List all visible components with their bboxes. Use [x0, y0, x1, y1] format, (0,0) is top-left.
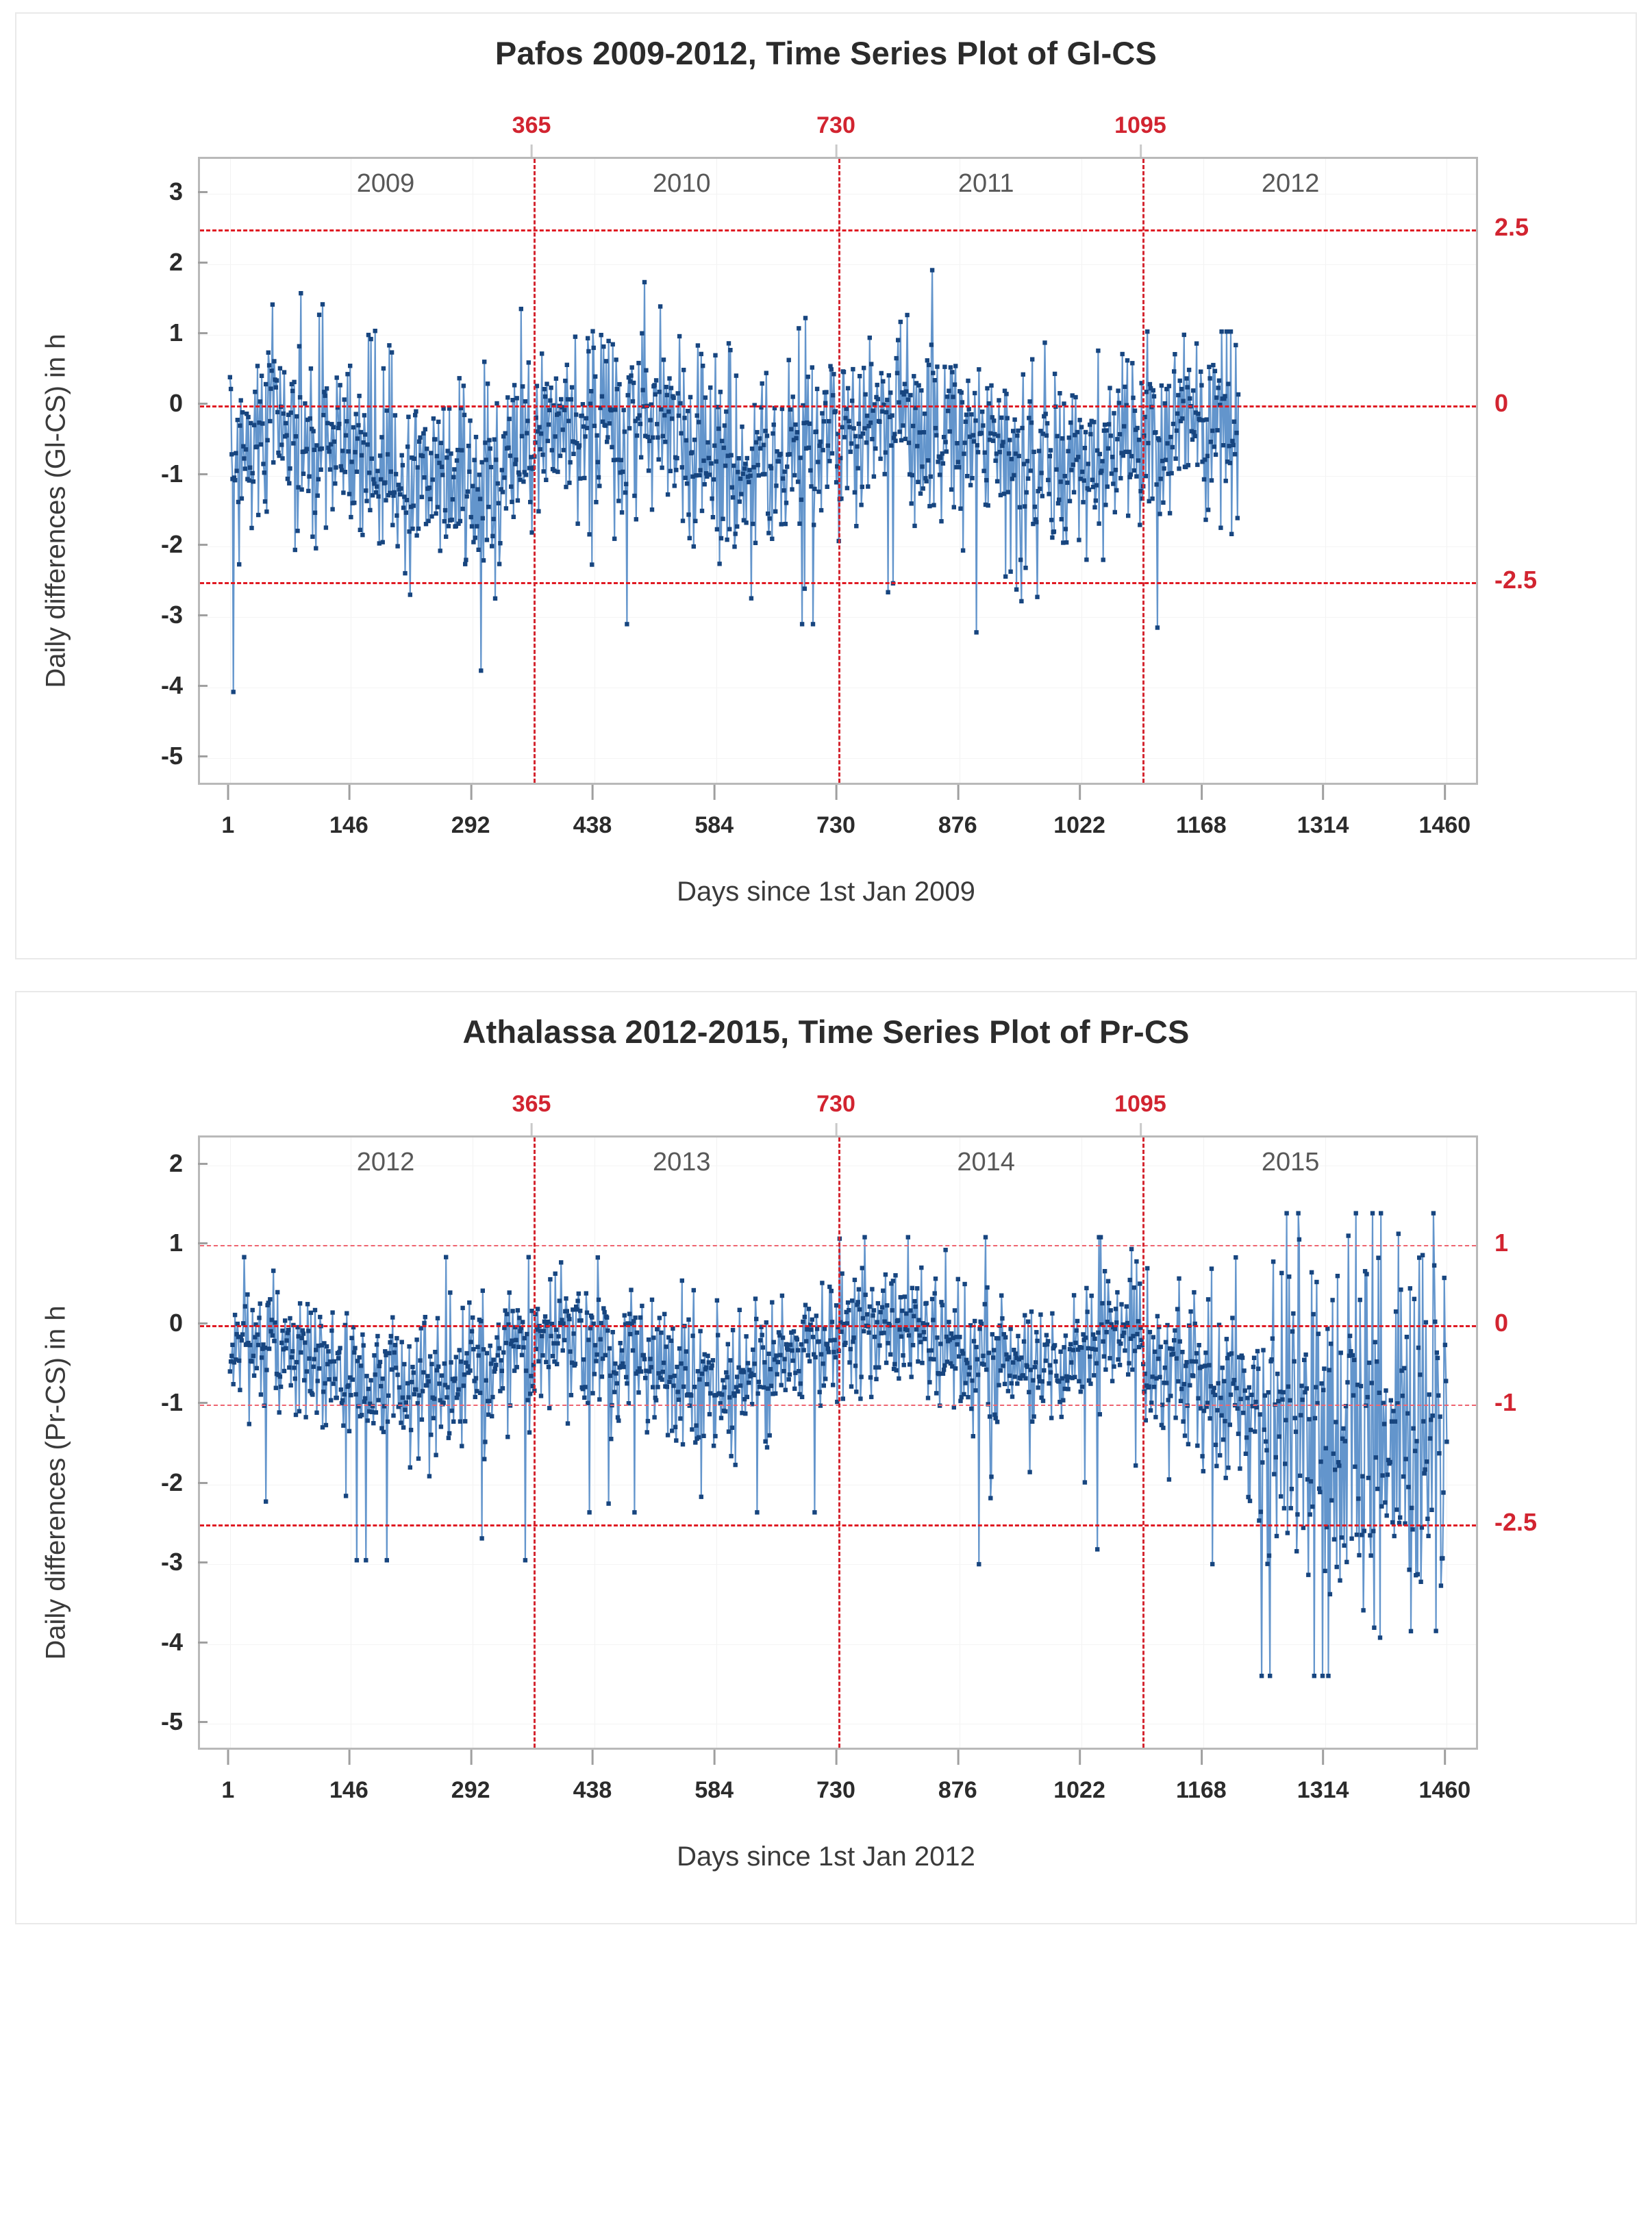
year-annotation-label: 2009: [356, 169, 415, 198]
x-axis-tick-label: 1: [221, 785, 234, 839]
x-axis-tick-label: 1168: [1176, 1750, 1227, 1804]
x-axis-tick-mark: [348, 1750, 350, 1765]
year-annotation-label: 2012: [1261, 169, 1320, 198]
secondary-y-axis-tick-label: 0: [1494, 1308, 1509, 1337]
secondary-y-axis-tick-label: -2.5: [1494, 565, 1538, 594]
figure-card-athalassa: [15, 991, 1637, 1924]
y-axis-tick-label: -4: [161, 671, 198, 700]
secondary-x-axis-tick-label: 1095: [1114, 112, 1166, 157]
x-axis-tick-mark: [1444, 785, 1446, 800]
x-axis-title: Days since 1st Jan 2009: [677, 877, 975, 907]
x-axis-tick-label: 438: [573, 785, 612, 839]
x-axis-tick-mark: [957, 1750, 959, 1765]
y-axis-title: Daily differences (Gl-CS) in h: [40, 334, 71, 688]
y-axis-tick-label: -3: [161, 601, 198, 629]
x-axis-tick-mark: [714, 785, 716, 800]
x-axis-tick-mark: [1323, 785, 1325, 800]
x-axis-tick-mark: [470, 1750, 472, 1765]
y-axis-tick-mark: [198, 403, 208, 405]
plot-area: [198, 1135, 1478, 1750]
plot-area: [198, 157, 1478, 785]
year-divider-line: [1142, 159, 1144, 783]
y-axis-tick-mark: [198, 614, 208, 616]
year-annotation-label: 2014: [957, 1148, 1015, 1177]
y-axis-tick-mark: [198, 1322, 208, 1324]
y-axis-tick-label: 1: [169, 1229, 198, 1257]
year-divider-line: [534, 159, 536, 783]
year-annotation-label: 2011: [958, 169, 1014, 198]
x-axis-tick-label: 876: [938, 785, 977, 839]
year-divider-line: [838, 159, 840, 783]
y-axis-tick-label: 1: [169, 318, 198, 347]
x-axis-tick-label: 730: [816, 1750, 855, 1804]
y-axis-tick-label: 2: [169, 1149, 198, 1178]
secondary-x-axis-tick-label: 365: [512, 1091, 551, 1135]
y-axis-tick-mark: [198, 544, 208, 546]
x-axis-tick-mark: [227, 1750, 229, 1765]
x-axis-tick-mark: [227, 785, 229, 800]
x-axis-tick-label: 1022: [1053, 1750, 1105, 1804]
x-axis-tick-mark: [1444, 1750, 1446, 1765]
secondary-x-axis-tick-mark: [1140, 1123, 1142, 1135]
x-axis-tick-label: 730: [816, 785, 855, 839]
x-axis-tick-mark: [1323, 1750, 1325, 1765]
secondary-y-axis-tick-label: -2.5: [1494, 1507, 1538, 1536]
y-axis-tick-label: -5: [161, 1707, 198, 1736]
secondary-x-axis-tick-label: 365: [512, 112, 551, 157]
year-annotation-label: 2015: [1261, 1148, 1320, 1177]
y-axis-tick-mark: [198, 262, 208, 264]
x-axis-tick-label: 292: [451, 1750, 490, 1804]
y-axis-tick-label: 0: [169, 389, 198, 418]
y-axis-tick-mark: [198, 332, 208, 334]
y-axis-tick-mark: [198, 1721, 208, 1723]
x-axis-tick-label: 1460: [1419, 1750, 1471, 1804]
x-axis-tick-label: 1460: [1419, 785, 1471, 839]
plot-container-athalassa: [16, 1055, 1636, 1911]
x-axis-tick-mark: [835, 785, 837, 800]
x-axis-tick-label: 292: [451, 785, 490, 839]
x-axis-tick-mark: [1201, 785, 1203, 800]
y-axis-tick-label: -4: [161, 1628, 198, 1657]
y-axis-tick-mark: [198, 1561, 208, 1563]
secondary-x-axis-tick-mark: [531, 1123, 533, 1135]
x-axis-tick-mark: [470, 785, 472, 800]
x-axis-tick-label: 1168: [1176, 785, 1227, 839]
x-axis-tick-mark: [1079, 785, 1081, 800]
x-axis-tick-mark: [1201, 1750, 1203, 1765]
secondary-x-axis-tick-label: 1095: [1114, 1091, 1166, 1135]
secondary-y-axis-tick-label: 0: [1494, 389, 1509, 418]
y-axis-tick-label: -2: [161, 530, 198, 559]
y-axis-tick-label: -1: [161, 460, 198, 488]
x-axis-title: Days since 1st Jan 2012: [677, 1841, 975, 1872]
y-axis-tick-label: 2: [169, 248, 198, 277]
secondary-x-axis-tick-mark: [531, 144, 533, 157]
x-axis-tick-label: 146: [329, 1750, 368, 1804]
y-axis-tick-label: -2: [161, 1468, 198, 1497]
x-axis-tick-label: 876: [938, 1750, 977, 1804]
year-annotation-label: 2010: [652, 169, 711, 198]
y-axis-tick-mark: [198, 1482, 208, 1484]
x-axis-tick-mark: [348, 785, 350, 800]
y-axis-tick-mark: [198, 191, 208, 193]
y-axis-tick-mark: [198, 1402, 208, 1404]
x-axis-tick-mark: [592, 785, 594, 800]
secondary-y-axis-tick-label: 1: [1494, 1229, 1509, 1257]
y-axis-tick-label: 0: [169, 1309, 198, 1337]
x-axis-tick-label: 584: [694, 1750, 734, 1804]
x-axis-tick-label: 146: [329, 785, 368, 839]
year-annotation-label: 2012: [356, 1148, 415, 1177]
year-annotation-label: 2013: [652, 1148, 711, 1177]
figure-card-pafos: [15, 12, 1637, 959]
x-axis-tick-mark: [957, 785, 959, 800]
x-axis-tick-label: 1022: [1053, 785, 1105, 839]
year-divider-line: [534, 1137, 536, 1748]
y-axis-tick-label: 3: [169, 177, 198, 206]
secondary-x-axis-tick-mark: [835, 1123, 837, 1135]
y-axis-tick-mark: [198, 685, 208, 687]
x-axis-tick-label: 1314: [1297, 785, 1349, 839]
figure-title: Pafos 2009-2012, Time Series Plot of Gl-CS: [495, 35, 1157, 71]
y-axis-tick-label: -3: [161, 1548, 198, 1576]
y-axis-tick-label: -1: [161, 1388, 198, 1417]
year-divider-line: [838, 1137, 840, 1748]
year-divider-line: [1142, 1137, 1144, 1748]
secondary-y-axis-tick-label: -1: [1494, 1388, 1517, 1417]
y-axis-tick-mark: [198, 1163, 208, 1165]
y-axis-tick-mark: [198, 1242, 208, 1244]
x-axis-tick-label: 438: [573, 1750, 612, 1804]
x-axis-tick-label: 1: [221, 1750, 234, 1804]
secondary-x-axis-tick-mark: [1140, 144, 1142, 157]
figure-title: Athalassa 2012-2015, Time Series Plot of Pr-CS: [462, 1014, 1190, 1050]
y-axis-tick-label: -5: [161, 742, 198, 770]
x-axis-tick-mark: [714, 1750, 716, 1765]
x-axis-tick-label: 584: [694, 785, 734, 839]
x-axis-tick-mark: [1079, 1750, 1081, 1765]
y-axis-title: Daily differences (Pr-CS) in h: [40, 1305, 71, 1660]
x-axis-tick-label: 1314: [1297, 1750, 1349, 1804]
secondary-x-axis-tick-label: 730: [816, 1091, 855, 1135]
y-axis-tick-mark: [198, 1642, 208, 1644]
y-axis-tick-mark: [198, 473, 208, 475]
secondary-x-axis-tick-label: 730: [816, 112, 855, 157]
secondary-y-axis-tick-label: 2.5: [1494, 212, 1529, 241]
secondary-x-axis-tick-mark: [835, 144, 837, 157]
x-axis-tick-mark: [835, 1750, 837, 1765]
x-axis-tick-mark: [592, 1750, 594, 1765]
y-axis-tick-mark: [198, 755, 208, 757]
plot-container-pafos: [16, 76, 1636, 946]
